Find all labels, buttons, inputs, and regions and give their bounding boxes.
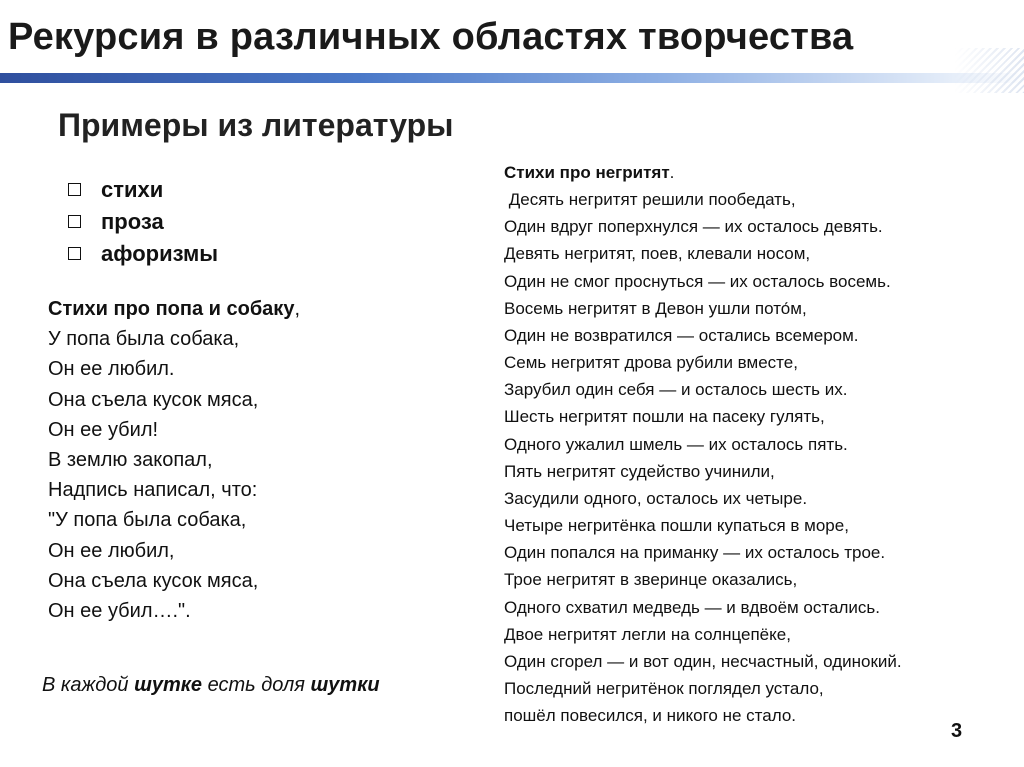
- left-poem-title: Стихи про попа и собаку: [48, 298, 295, 320]
- checkbox-bullet-icon: [68, 215, 81, 228]
- poem-line: Десять негритят решили пообедать,: [504, 190, 796, 210]
- poem-line: Одного ужалил шмель — их осталось пять.: [504, 434, 848, 454]
- poem-line: Семь негритят дрова рубили вместе,: [504, 353, 798, 373]
- poem-line: Она съела кусок мяса,: [48, 569, 259, 592]
- left-poem-title-suffix: ,: [294, 298, 300, 320]
- left-poem-title-line: [48, 294, 300, 324]
- poem-line: Двое негритят легли на солнцепёке,: [504, 624, 791, 644]
- bullet-label: проза: [101, 209, 164, 234]
- bullet-label: стихи: [101, 177, 164, 202]
- poem-line: пошёл повесился, и никого не стало.: [504, 706, 797, 726]
- right-poem: [504, 159, 902, 729]
- bullet-list: [66, 174, 218, 270]
- bullet-item: [66, 174, 218, 206]
- poem-line: В землю закопал,: [48, 449, 213, 472]
- saying-part2: есть доля: [202, 674, 311, 696]
- poem-line: Она съела кусок мяса,: [48, 388, 259, 411]
- saying-bold1: шутке: [134, 674, 203, 696]
- poem-line: Трое негритят в зверинце оказались,: [504, 570, 798, 590]
- poem-line: Шесть негритят пошли на пасеку гулять,: [504, 407, 825, 427]
- poem-line: Четыре негритёнка пошли купаться в море,: [504, 516, 849, 536]
- slide-title: Рекурсия в различных областях творчества: [8, 16, 854, 58]
- poem-line: Один не смог проснуться — их осталось восемь.: [504, 271, 891, 291]
- poem-line: Он ее любил.: [48, 358, 175, 381]
- bullet-item: [66, 238, 218, 270]
- poem-line: Восемь негритят в Девон ушли пото́м,: [504, 298, 807, 318]
- slide-subtitle: Примеры из литературы: [58, 107, 454, 143]
- poem-line: Пять негритят судейство учинили,: [504, 461, 775, 481]
- poem-line: Один сгорел — и вот один, несчастный, одинокий.: [504, 651, 902, 671]
- bullet-label: афоризмы: [101, 241, 219, 266]
- decorative-corner-pattern: [954, 48, 1024, 93]
- poem-line: Один не возвратился — остались всемером.: [504, 325, 859, 345]
- poem-line: Засудили одного, осталось их четыре.: [504, 488, 808, 508]
- poem-line: Зарубил один себя — и осталось шесть их.: [504, 380, 848, 400]
- poem-line: У попа была собака,: [48, 328, 240, 351]
- saying-bold2: шутки: [310, 674, 380, 696]
- right-poem-title-suffix: .: [669, 163, 675, 182]
- bullet-item: [66, 206, 218, 238]
- poem-line: Один вдруг поперхнулся — их осталось девять.: [504, 217, 883, 237]
- poem-line: Надпись написал, что:: [48, 479, 258, 502]
- left-poem: [48, 294, 300, 626]
- checkbox-bullet-icon: [68, 183, 81, 196]
- poem-line: "У попа была собака,: [48, 509, 247, 532]
- title-underline-bar: [0, 73, 1024, 83]
- saying: [42, 674, 380, 697]
- poem-line: Он ее любил,: [48, 539, 175, 562]
- poem-line: Девять негритят, поев, клевали носом,: [504, 244, 811, 264]
- poem-line: Одного схватил медведь — и вдвоём остались.: [504, 597, 880, 617]
- poem-line: Один попался на приманку — их осталось трое.: [504, 543, 886, 563]
- right-poem-title: Стихи про негритят: [504, 163, 670, 182]
- poem-line: Последний негритёнок поглядел устало,: [504, 678, 824, 698]
- saying-part1: В каждой: [42, 674, 135, 696]
- checkbox-bullet-icon: [68, 247, 81, 260]
- poem-line: Он ее убил….".: [48, 600, 191, 623]
- right-poem-title-line: [504, 159, 902, 186]
- poem-line: Он ее убил!: [48, 418, 159, 441]
- page-number: 3: [951, 720, 963, 742]
